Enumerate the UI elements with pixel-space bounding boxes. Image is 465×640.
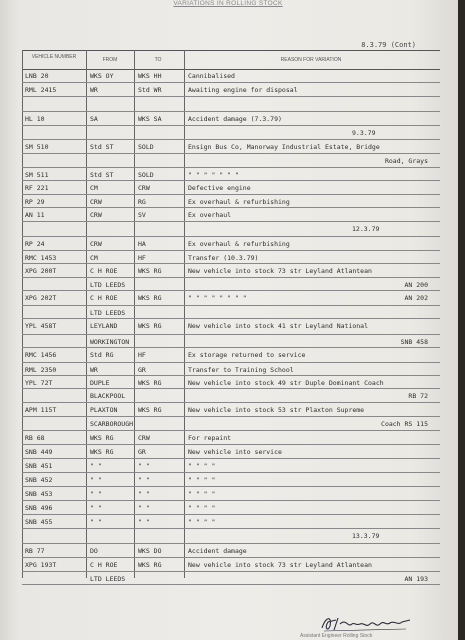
from-location: BLACKPOOL bbox=[90, 392, 126, 400]
section-date: 13.3.79 bbox=[352, 532, 380, 540]
to-location: GR bbox=[138, 448, 146, 456]
from-location: LTD LEEDS bbox=[90, 309, 126, 317]
reason-text: New vehicle into stock 73 str Leyland Atlantean bbox=[188, 561, 372, 569]
to-location: WKS RG bbox=[138, 294, 162, 302]
table-row bbox=[22, 363, 440, 376]
from-location: Std ST bbox=[90, 171, 114, 179]
table-row bbox=[22, 529, 440, 544]
reason-text: New vehicle into stock 49 str Duple Dominant Coach bbox=[188, 379, 384, 387]
vehicle-number: YPL 458T bbox=[25, 322, 57, 330]
column-header-reason: REASON FOR VARIATION bbox=[280, 57, 342, 63]
vehicle-number: RMC 1453 bbox=[25, 254, 57, 262]
vehicle-number: SNB 453 bbox=[25, 490, 53, 498]
from-location: CM bbox=[90, 184, 98, 192]
reason-text: " " " " " " " bbox=[188, 171, 239, 179]
column-header-vehicle: VEHICLE NUMBER bbox=[31, 54, 77, 60]
table-row bbox=[22, 487, 440, 501]
table-row bbox=[22, 403, 440, 417]
vehicle-number: LNB 20 bbox=[25, 72, 49, 80]
to-location: CRW bbox=[138, 184, 150, 192]
table-row bbox=[22, 501, 440, 515]
vehicle-number: RB 68 bbox=[25, 434, 45, 442]
vehicle-number: RMC 1456 bbox=[25, 351, 57, 359]
from-location: " " bbox=[90, 504, 102, 512]
from-location: WR bbox=[90, 366, 98, 374]
table-row bbox=[22, 69, 440, 83]
reason-text: New vehicle into stock 41 str Leyland National bbox=[188, 322, 369, 330]
reason-continuation: AN 193 bbox=[404, 575, 428, 583]
vehicle-number: SNB 455 bbox=[25, 518, 53, 526]
from-location: CRW bbox=[90, 240, 102, 248]
reason-continuation: Road, Grays bbox=[384, 157, 428, 165]
table-row bbox=[22, 126, 440, 140]
reason-text: New vehicle into service bbox=[188, 448, 282, 456]
from-location: LEYLAND bbox=[90, 322, 118, 330]
reason-continuation: AN 202 bbox=[404, 294, 428, 302]
reason-text: Ensign Bus Co, Manorway Industrial Estate, Bridge bbox=[188, 143, 380, 151]
reason-text: " " " " bbox=[188, 476, 216, 484]
from-location: " " bbox=[90, 462, 102, 470]
from-location: C H ROE bbox=[90, 294, 118, 302]
to-location: " " bbox=[138, 462, 150, 470]
to-location: " " bbox=[138, 490, 150, 498]
table-row bbox=[22, 97, 440, 112]
to-location: HA bbox=[138, 240, 146, 248]
table-row bbox=[22, 154, 440, 168]
from-location: DUPLE bbox=[90, 379, 110, 387]
table-row bbox=[22, 195, 440, 208]
vehicle-number: XPG 202T bbox=[25, 294, 57, 302]
continuation-date: 8.3.79 (Cont) bbox=[361, 41, 416, 49]
to-location: WKS RG bbox=[138, 561, 162, 569]
reason-text: New vehicle into stock 73 str Leyland Atlantean bbox=[188, 267, 372, 275]
vehicle-number: SNB 451 bbox=[25, 462, 53, 470]
to-location: Std WR bbox=[138, 86, 162, 94]
reason-continuation: AN 200 bbox=[404, 281, 428, 289]
from-location: CRW bbox=[90, 211, 102, 219]
signature-caption: Assistant Engineer Rolling Stock bbox=[300, 633, 373, 639]
reason-text: " " " " bbox=[188, 504, 216, 512]
from-location: WKS RG bbox=[90, 434, 114, 442]
to-location: " " bbox=[138, 504, 150, 512]
vehicle-number: RP 24 bbox=[25, 240, 45, 248]
from-location: WORKINGTON bbox=[90, 338, 130, 346]
to-location: WKS RG bbox=[138, 267, 162, 275]
table-row bbox=[22, 140, 440, 154]
from-location: DO bbox=[90, 547, 98, 555]
table-row bbox=[22, 515, 440, 529]
to-location: HF bbox=[138, 351, 146, 359]
table-row bbox=[22, 445, 440, 459]
variations-table bbox=[22, 69, 440, 585]
from-location: WKS OY bbox=[90, 72, 114, 80]
from-location: CRW bbox=[90, 198, 102, 206]
reason-text: " " " " " " " " bbox=[188, 294, 247, 302]
vehicle-number: RB 77 bbox=[25, 547, 45, 555]
table-row bbox=[22, 558, 440, 572]
column-header-from: FROM bbox=[102, 57, 118, 63]
to-location: WKS HH bbox=[138, 72, 162, 80]
to-location: " " bbox=[138, 518, 150, 526]
table-row bbox=[22, 348, 440, 363]
table-row bbox=[22, 376, 440, 389]
table-row bbox=[22, 572, 440, 585]
reason-text: Ex overhaul bbox=[188, 211, 232, 219]
reason-text: New vehicle into stock 53 str Plaxton Supreme bbox=[188, 406, 365, 414]
table-row bbox=[22, 319, 440, 335]
reason-text: Ex overhaul & refurbishing bbox=[188, 240, 290, 248]
reason-text: Ex storage returned to service bbox=[188, 351, 306, 359]
to-location: GR bbox=[138, 366, 146, 374]
reason-continuation: RB 72 bbox=[408, 392, 428, 400]
from-location: Std RG bbox=[90, 351, 114, 359]
table-row bbox=[22, 237, 440, 251]
from-location: " " bbox=[90, 476, 102, 484]
vehicle-number: RP 29 bbox=[25, 198, 45, 206]
reason-text: Transfer (10.3.79) bbox=[188, 254, 259, 262]
reason-text: Accident damage bbox=[188, 547, 247, 555]
section-date: 9.3.79 bbox=[352, 129, 376, 137]
from-location: LTD LEEDS bbox=[90, 575, 126, 583]
vehicle-number: XPG 193T bbox=[25, 561, 57, 569]
vehicle-number: RML 2350 bbox=[25, 366, 57, 374]
section-date: 12.3.79 bbox=[352, 225, 380, 233]
reason-continuation: Coach RS 115 bbox=[381, 420, 428, 428]
table-row bbox=[22, 168, 440, 181]
vehicle-number: HL 10 bbox=[25, 115, 45, 123]
document-title: VARIATIONS IN ROLLING STOCK bbox=[173, 0, 283, 7]
from-location: WR bbox=[90, 86, 98, 94]
to-location: WKS RG bbox=[138, 322, 162, 330]
table-row bbox=[22, 431, 440, 445]
reason-text: Accident damage (7.3.79) bbox=[188, 115, 282, 123]
to-location: HF bbox=[138, 254, 146, 262]
vehicle-number: RF 221 bbox=[25, 184, 49, 192]
reason-text: Awaiting engine for disposal bbox=[188, 86, 298, 94]
vehicle-number: APM 115T bbox=[25, 406, 57, 414]
from-location: LTD LEEDS bbox=[90, 281, 126, 289]
signature-image bbox=[318, 612, 413, 634]
table-row bbox=[22, 83, 440, 97]
reason-continuation: SNB 458 bbox=[400, 338, 428, 346]
from-location: Std ST bbox=[90, 143, 114, 151]
from-location: WKS RG bbox=[90, 448, 114, 456]
vehicle-number: AN 11 bbox=[25, 211, 45, 219]
reason-text: Ex overhaul & refurbishing bbox=[188, 198, 290, 206]
from-location: C H ROE bbox=[90, 561, 118, 569]
to-location: WKS RG bbox=[138, 379, 162, 387]
vehicle-number: RML 2415 bbox=[25, 86, 57, 94]
table-row bbox=[22, 306, 440, 319]
reason-text: Cannibalised bbox=[188, 72, 235, 80]
vehicle-number: SNB 496 bbox=[25, 504, 53, 512]
table-row bbox=[22, 291, 440, 306]
table-row bbox=[22, 112, 440, 126]
column-header-to: TO bbox=[154, 57, 162, 63]
table-row bbox=[22, 181, 440, 195]
table-row bbox=[22, 208, 440, 222]
from-location: SA bbox=[90, 115, 98, 123]
to-location: WKS RG bbox=[138, 406, 162, 414]
table-row bbox=[22, 473, 440, 487]
from-location: " " bbox=[90, 490, 102, 498]
vehicle-number: SNB 449 bbox=[25, 448, 53, 456]
reason-text: For repaint bbox=[188, 434, 232, 442]
to-location: RG bbox=[138, 198, 146, 206]
table-row bbox=[22, 389, 440, 403]
from-location: CM bbox=[90, 254, 98, 262]
reason-text: " " " " bbox=[188, 518, 216, 526]
to-location: SOLD bbox=[138, 143, 154, 151]
table-header bbox=[22, 50, 440, 70]
table-row bbox=[22, 417, 440, 431]
from-location: C H ROE bbox=[90, 267, 118, 275]
to-location: WKS SA bbox=[138, 115, 162, 123]
table-row bbox=[22, 544, 440, 558]
table-row bbox=[22, 278, 440, 291]
table-row bbox=[22, 222, 440, 237]
table-row bbox=[22, 264, 440, 278]
to-location: CRW bbox=[138, 434, 150, 442]
to-location: SV bbox=[138, 211, 146, 219]
table-row bbox=[22, 459, 440, 473]
from-location: PLAXTON bbox=[90, 406, 118, 414]
to-location: " " bbox=[138, 476, 150, 484]
to-location: SOLD bbox=[138, 171, 154, 179]
reason-text: " " " " bbox=[188, 490, 216, 498]
from-location: " " bbox=[90, 518, 102, 526]
reason-text: " " " " bbox=[188, 462, 216, 470]
from-location: SCARBOROUGH bbox=[90, 420, 134, 428]
vehicle-number: SM 511 bbox=[25, 171, 49, 179]
table-row bbox=[22, 335, 440, 348]
reason-text: Transfer to Training School bbox=[188, 366, 294, 374]
vehicle-number: XPG 200T bbox=[25, 267, 57, 275]
reason-text: Defective engine bbox=[188, 184, 251, 192]
table-row bbox=[22, 251, 440, 264]
vehicle-number: SNB 452 bbox=[25, 476, 53, 484]
vehicle-number: SM 510 bbox=[25, 143, 49, 151]
to-location: WKS DO bbox=[138, 547, 162, 555]
vehicle-number: YPL 72T bbox=[25, 379, 53, 387]
